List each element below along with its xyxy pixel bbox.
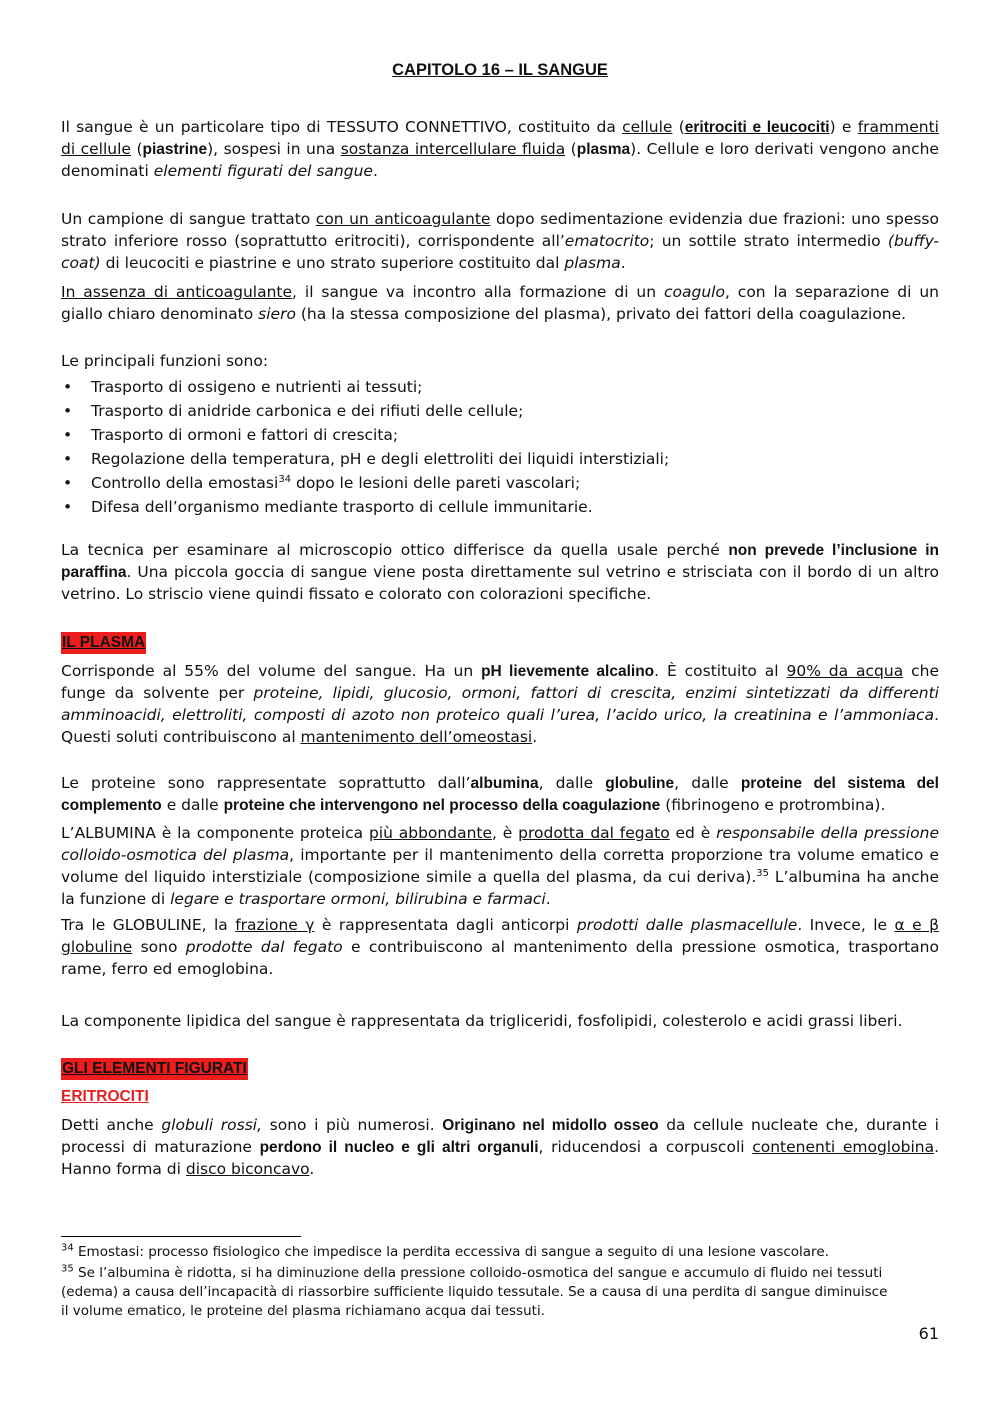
erythrocytes-heading: ERITROCITI — [61, 1088, 149, 1105]
text-line: processi di maturazione perdono il nucleo e gli altri organuli, riducendosi a corpuscoli contenenti emoglobina. — [61, 1138, 939, 1156]
bullet-icon: • — [63, 426, 73, 444]
text-line: volume del liquido interstiziale (composizione simile a quella del plasma, da cui deriva).$^{35}$ L’albumina ha anche — [61, 867, 939, 886]
text-line: globuline sono prodotte dal fegato e contribuiscono al mantenimento della pressione osmotica, trasportano — [61, 938, 939, 956]
footnote-separator — [61, 1236, 301, 1237]
plasma-heading-row — [61, 631, 939, 654]
bullet-icon: • — [63, 474, 73, 492]
functions-intro: Le principali funzioni sono: — [61, 352, 269, 370]
bullet-icon: • — [63, 498, 73, 516]
text-line: complemento e dalle proteine che intervengono nel processo della coagulazione (fibrinogeno e protrombina). — [61, 796, 886, 814]
chapter-title: CAPITOLO 16 – IL SANGUE — [392, 61, 608, 79]
document-page — [61, 0, 939, 1414]
bullet-icon: • — [63, 378, 73, 396]
text-line: funge da solvente per proteine, lipidi, glucosio, ormoni, fattori di crescita, enzimi sintetizzati da differenti — [61, 684, 939, 702]
list-item: • Trasporto di ormoni e fattori di crescita; — [61, 423, 939, 447]
footnote-35: $^{35}$ Se l’albumina è ridotta, si ha diminuzione della pressione colloido-osmotica del sangue e accumulo di fluido nei tessuti (edema) a causa dell’incapacità di riassorbire sufficiente liquido tessutale. Se a causa di una perdita di sangue diminuisce il volume ematico, le proteine del plasma richiamano acqua dai tessuti. — [61, 1263, 888, 1319]
text-line: amminoacidi, elettroliti, composti di azoto non proteico quali l’urea, l’acido urico, la creatinina e l’ammoniaca. — [61, 706, 939, 724]
text-line: denominati elementi figurati del sangue. — [61, 162, 378, 180]
text-line: Detti anche globuli rossi, sono i più numerosi. Originano nel midollo osseo da cellule nucleate che, durante i — [61, 1116, 939, 1134]
list-item: • Difesa dell’organismo mediante trasporto di cellule immunitarie. — [61, 495, 939, 519]
text-line: Un campione di sangue trattato con un anticoagulante dopo sedimentazione evidenzia due frazioni: uno spesso — [61, 210, 939, 228]
functions-list — [61, 375, 939, 519]
plasma-paragraph — [61, 660, 939, 748]
technique-paragraph — [61, 539, 939, 605]
text-line: Il sangue è un particolare tipo di TESSUTO CONNETTIVO, costituito da cellule (eritrociti e leucociti) e frammenti — [61, 118, 939, 136]
footnote-ref: 34 — [278, 473, 292, 485]
bullet-icon: • — [63, 402, 73, 420]
elements-heading-row — [61, 1057, 939, 1080]
coagulation-paragraph — [61, 281, 939, 325]
text-line: La componente lipidica del sangue è rappresentata da trigliceridi, fosfolipidi, colesterolo e acidi grassi liberi. — [61, 1012, 903, 1030]
text-line: coat) di leucociti e piastrine e uno strato superiore costituito dal plasma. — [61, 254, 626, 272]
footnote-34: $^{34}$ Emostasi: processo fisiologico che impedisce la perdita eccessiva di sangue a seguito di una lesione vascolare. — [61, 1242, 829, 1260]
text-line: vetrino. Lo striscio viene quindi fissato e colorato con colorazioni specifiche. — [61, 585, 652, 603]
albumin-paragraph — [61, 822, 939, 910]
text-line: paraffina. Una piccola goccia di sangue viene posta direttamente sul vetrino e strisciata con il bordo di un altro — [61, 563, 939, 581]
bullet-icon: • — [63, 450, 73, 468]
text-line: La tecnica per esaminare al microscopio ottico differisce da quella usale perché non prevede l’inclusione in — [61, 541, 939, 559]
text-line: Questi soluti contribuiscono al mantenimento dell’omeostasi. — [61, 728, 538, 746]
text-line: di cellule (piastrine), sospesi in una sostanza intercellulare fluida (plasma). Cellule e loro derivati vengono anche — [61, 140, 939, 158]
lipid-paragraph — [61, 1010, 939, 1032]
globulins-paragraph — [61, 914, 939, 980]
text-line: In assenza di anticoagulante, il sangue va incontro alla formazione di un coagulo, con la separazione di un — [61, 283, 939, 301]
text-line: Le proteine sono rappresentate soprattutto dall’albumina, dalle globuline, dalle proteine del sistema del — [61, 774, 939, 792]
proteins-paragraph — [61, 772, 939, 816]
text-line: L’ALBUMINA è la componente proteica più abbondante, è prodotta dal fegato ed è responsabile della pressione — [61, 824, 939, 842]
list-item: • Trasporto di anidride carbonica e dei rifiuti delle cellule; — [61, 399, 939, 423]
text-line: Corrisponde al 55% del volume del sangue. Ha un pH lievemente alcalino. È costituito al 90% da acqua che — [61, 662, 939, 680]
list-item: • Regolazione della temperatura, pH e degli elettroliti dei liquidi interstiziali; — [61, 447, 939, 471]
footnote-ref: 35 — [756, 867, 770, 879]
text-line: rame, ferro ed emoglobina. — [61, 960, 274, 978]
list-item: • Controllo della emostasi$^{34}$ dopo le lesioni delle pareti vascolari; — [61, 471, 939, 495]
sedimentation-paragraph — [61, 208, 939, 274]
plasma-heading: IL PLASMA — [61, 632, 146, 654]
text-line: giallo chiaro denominato siero (ha la stessa composizione del plasma), privato dei fattori della coagulazione. — [61, 305, 907, 323]
erythrocytes-paragraph — [61, 1114, 939, 1180]
page-number: 61 — [918, 1324, 939, 1343]
text-line: la funzione di legare e trasportare ormoni, bilirubina e farmaci. — [61, 890, 551, 908]
text-line: strato inferiore rosso (soprattutto eritrociti), corrispondente all’ematocrito; un sottile strato intermedio (buffy- — [61, 232, 939, 250]
intro-paragraph — [61, 116, 939, 182]
text-line: colloido-osmotica del plasma, importante per il mantenimento della corretta proporzione tra volume ematico e — [61, 846, 939, 864]
erythrocytes-heading-row — [61, 1085, 939, 1108]
text-line: Tra le GLOBULINE, la frazione γ è rappresentata dagli anticorpi prodotti dalle plasmacellule. Invece, le α e β — [61, 916, 939, 934]
list-item: • Trasporto di ossigeno e nutrienti ai tessuti; — [61, 375, 939, 399]
text-line: Hanno forma di disco biconcavo. — [61, 1160, 315, 1178]
elements-heading: GLI ELEMENTI FIGURATI — [61, 1058, 248, 1080]
